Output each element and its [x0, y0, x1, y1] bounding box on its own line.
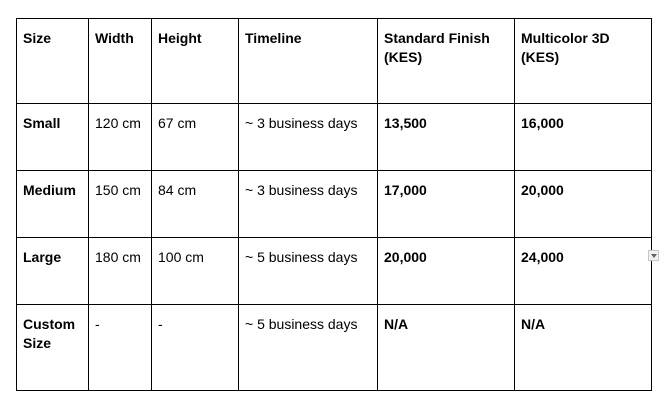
cell-timeline[interactable]: ~ 3 business days	[239, 104, 378, 171]
cell-height[interactable]: -	[152, 305, 239, 391]
cell-content	[521, 248, 645, 267]
cell-width[interactable]: 120 cm	[89, 104, 152, 171]
cell-timeline[interactable]: ~ 5 business days	[239, 305, 378, 391]
cell-standard-finish[interactable]: 13,500	[378, 104, 515, 171]
cell-standard-finish[interactable]: 17,000	[378, 171, 515, 238]
chevron-down-icon[interactable]	[648, 250, 659, 261]
header-timeline[interactable]: Timeline	[239, 19, 378, 104]
cell-standard-finish[interactable]: N/A	[378, 305, 515, 391]
cell-size[interactable]: Small	[17, 104, 89, 171]
cell-size[interactable]: Custom Size	[17, 305, 89, 391]
cell-width[interactable]: 150 cm	[89, 171, 152, 238]
cell-height[interactable]: 100 cm	[152, 238, 239, 305]
cell-multicolor-3d[interactable]: 16,000	[515, 104, 652, 171]
cell-multicolor-3d[interactable]: N/A	[515, 305, 652, 391]
cell-size[interactable]: Large	[17, 238, 89, 305]
cell-height[interactable]: 84 cm	[152, 171, 239, 238]
header-standard-finish[interactable]: Standard Finish (KES)	[378, 19, 515, 104]
table-row	[17, 238, 652, 305]
table-row	[17, 171, 652, 238]
header-width[interactable]: Width	[89, 19, 152, 104]
table-header-row	[17, 19, 652, 104]
cell-width[interactable]: -	[89, 305, 152, 391]
cell-standard-finish[interactable]: 20,000	[378, 238, 515, 305]
pricing-table	[16, 18, 652, 391]
pricing-table-container	[16, 18, 652, 391]
table-row	[17, 305, 652, 391]
header-size[interactable]: Size	[17, 19, 89, 104]
cell-height[interactable]: 67 cm	[152, 104, 239, 171]
cell-timeline[interactable]: ~ 3 business days	[239, 171, 378, 238]
cell-multicolor-3d[interactable]: 20,000	[515, 171, 652, 238]
cell-multicolor-3d[interactable]	[515, 238, 652, 305]
cell-size[interactable]: Medium	[17, 171, 89, 238]
header-multicolor-3d[interactable]: Multicolor 3D (KES)	[515, 19, 652, 104]
table-row	[17, 104, 652, 171]
header-height[interactable]: Height	[152, 19, 239, 104]
cell-value: 24,000	[521, 249, 564, 265]
cell-width[interactable]: 180 cm	[89, 238, 152, 305]
cell-timeline[interactable]: ~ 5 business days	[239, 238, 378, 305]
